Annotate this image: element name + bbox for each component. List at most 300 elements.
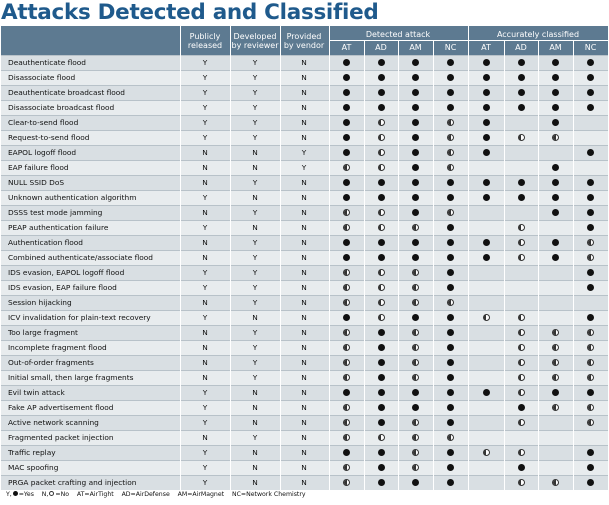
cell-dev: N <box>252 418 258 427</box>
full-circle-icon <box>412 254 419 261</box>
cell-dev: Y <box>252 343 258 352</box>
cell-dev: Y <box>252 358 258 367</box>
cell-dev: Y <box>252 238 258 247</box>
table-row <box>1 460 608 475</box>
full-circle-icon <box>587 149 594 156</box>
cell-dev: N <box>252 223 258 232</box>
full-circle-icon <box>483 179 490 186</box>
attack-name: Active network scanning <box>8 418 99 427</box>
cell-dev: Y <box>252 58 258 67</box>
half-circle-icon <box>412 434 419 441</box>
half-circle-icon <box>378 134 385 141</box>
full-circle-icon <box>587 389 594 396</box>
cell-prov: N <box>301 208 307 217</box>
legend-full-dot-icon <box>13 491 18 496</box>
half-circle-icon <box>587 404 594 411</box>
full-circle-icon <box>552 254 559 261</box>
column-divider <box>180 26 181 490</box>
cell-prov: N <box>301 73 307 82</box>
legend-at: AT=AirTight <box>76 491 114 498</box>
table-row <box>1 355 608 370</box>
full-circle-icon <box>483 74 490 81</box>
half-circle-icon <box>343 359 350 366</box>
cell-pub: N <box>202 163 208 172</box>
full-circle-icon <box>412 389 419 396</box>
cell-dev: N <box>252 313 258 322</box>
cell-dev: N <box>252 193 258 202</box>
full-circle-icon <box>378 74 385 81</box>
legend <box>6 491 306 498</box>
full-circle-icon <box>552 164 559 171</box>
header-provided-line2: by vendor <box>283 41 325 50</box>
full-circle-icon <box>518 74 525 81</box>
cell-dev: Y <box>252 133 258 142</box>
attack-name: Unknown authentication algorithm <box>8 193 137 202</box>
full-circle-icon <box>378 59 385 66</box>
table-row <box>1 130 608 145</box>
half-circle-icon <box>412 269 419 276</box>
full-circle-icon <box>343 314 350 321</box>
full-circle-icon <box>378 254 385 261</box>
subheader-am-classified: AM <box>549 43 562 52</box>
attacks-table <box>1 26 608 490</box>
half-circle-icon <box>518 374 525 381</box>
cell-dev: N <box>252 448 258 457</box>
full-circle-icon <box>447 389 454 396</box>
attack-name: DSSS test mode jamming <box>8 208 103 217</box>
full-circle-icon <box>447 464 454 471</box>
table-row <box>1 190 608 205</box>
cell-prov: N <box>301 58 307 67</box>
cell-dev: Y <box>252 208 258 217</box>
subheader-at-classified: AT <box>481 43 491 52</box>
full-circle-icon <box>447 359 454 366</box>
attack-name: Disassociate broadcast flood <box>8 103 115 112</box>
cell-prov: N <box>301 463 307 472</box>
subheader-nc-classified: NC <box>584 43 597 52</box>
attack-name: Session hijacking <box>8 298 72 307</box>
cell-pub: Y <box>202 418 208 427</box>
full-circle-icon <box>483 104 490 111</box>
cell-pub: Y <box>202 88 208 97</box>
table-row <box>1 400 608 415</box>
cell-prov: N <box>301 343 307 352</box>
attack-name: Fragmented packet injection <box>8 433 114 442</box>
header-provided-by-vendor <box>280 32 328 50</box>
attack-name: Initial small, then large fragments <box>8 373 134 382</box>
subcolumn-divider <box>433 40 434 490</box>
full-circle-icon <box>412 134 419 141</box>
cell-dev: Y <box>252 178 258 187</box>
cell-pub: Y <box>202 133 208 142</box>
attack-name: NULL SSID DoS <box>8 178 65 187</box>
attack-name: Authentication flood <box>8 238 83 247</box>
half-circle-icon <box>378 269 385 276</box>
cell-dev: Y <box>252 253 258 262</box>
header-publicly-released <box>180 32 230 50</box>
cell-pub: N <box>202 328 208 337</box>
full-circle-icon <box>412 164 419 171</box>
full-circle-icon <box>412 314 419 321</box>
half-circle-icon <box>378 164 385 171</box>
attack-name: PRGA packet crafting and injection <box>8 478 137 487</box>
attack-name: Clear-to-send flood <box>8 118 79 127</box>
half-circle-icon <box>518 389 525 396</box>
full-circle-icon <box>412 404 419 411</box>
table-row <box>1 310 608 325</box>
full-circle-icon <box>447 344 454 351</box>
full-circle-icon <box>343 134 350 141</box>
full-circle-icon <box>587 209 594 216</box>
cell-prov: N <box>301 193 307 202</box>
full-circle-icon <box>552 194 559 201</box>
half-circle-icon <box>587 419 594 426</box>
half-circle-icon <box>412 464 419 471</box>
attack-name: IDS evasion, EAPOL logoff flood <box>8 268 125 277</box>
full-circle-icon <box>587 224 594 231</box>
full-circle-icon <box>343 119 350 126</box>
header-provided-line1: Provided <box>286 32 322 41</box>
cell-pub: Y <box>202 283 208 292</box>
table-row <box>1 340 608 355</box>
full-circle-icon <box>447 89 454 96</box>
column-divider <box>329 26 330 490</box>
half-circle-icon <box>518 314 525 321</box>
half-circle-icon <box>378 119 385 126</box>
half-circle-icon <box>378 314 385 321</box>
full-circle-icon <box>587 104 594 111</box>
full-circle-icon <box>412 479 419 486</box>
half-circle-icon <box>483 314 490 321</box>
half-circle-icon <box>343 164 350 171</box>
cell-prov: Y <box>301 148 307 157</box>
attack-name: MAC spoofing <box>8 463 59 472</box>
cell-pub: Y <box>202 313 208 322</box>
half-circle-icon <box>447 299 454 306</box>
legend-nc: NC=Network Chemistry <box>231 491 306 498</box>
full-circle-icon <box>447 194 454 201</box>
table-row <box>1 265 608 280</box>
half-circle-icon <box>447 119 454 126</box>
cell-prov: Y <box>301 163 307 172</box>
table-row <box>1 115 608 130</box>
table-row <box>1 325 608 340</box>
full-circle-icon <box>378 104 385 111</box>
half-circle-icon <box>343 404 350 411</box>
cell-prov: N <box>301 223 307 232</box>
table-row <box>1 175 608 190</box>
half-circle-icon <box>343 209 350 216</box>
full-circle-icon <box>552 89 559 96</box>
cell-prov: N <box>301 388 307 397</box>
cell-pub: Y <box>202 403 208 412</box>
half-circle-icon <box>412 419 419 426</box>
full-circle-icon <box>412 74 419 81</box>
half-circle-icon <box>587 329 594 336</box>
half-circle-icon <box>343 284 350 291</box>
column-divider <box>280 26 281 490</box>
cell-pub: Y <box>202 463 208 472</box>
cell-pub: N <box>202 238 208 247</box>
table-row <box>1 235 608 250</box>
cell-pub: N <box>202 178 208 187</box>
half-circle-icon <box>518 449 525 456</box>
subheader-ad-classified: AD <box>515 43 527 52</box>
attack-name: PEAP authentication failure <box>8 223 109 232</box>
half-circle-icon <box>552 479 559 486</box>
half-circle-icon <box>552 359 559 366</box>
cell-prov: N <box>301 328 307 337</box>
full-circle-icon <box>343 149 350 156</box>
half-circle-icon <box>343 374 350 381</box>
cell-pub: N <box>202 343 208 352</box>
table-row <box>1 205 608 220</box>
half-circle-icon <box>447 209 454 216</box>
cell-prov: N <box>301 103 307 112</box>
half-circle-icon <box>343 479 350 486</box>
full-circle-icon <box>378 329 385 336</box>
cell-prov: N <box>301 133 307 142</box>
full-circle-icon <box>587 314 594 321</box>
full-circle-icon <box>587 479 594 486</box>
half-circle-icon <box>518 239 525 246</box>
half-circle-icon <box>587 254 594 261</box>
cell-prov: N <box>301 298 307 307</box>
full-circle-icon <box>343 59 350 66</box>
attack-name: IDS evasion, EAP failure flood <box>8 283 117 292</box>
table-row <box>1 85 608 100</box>
full-circle-icon <box>412 194 419 201</box>
half-circle-icon <box>447 149 454 156</box>
header-publicly-line1: Publicly <box>189 32 221 41</box>
cell-pub: Y <box>202 223 208 232</box>
full-circle-icon <box>378 344 385 351</box>
cell-dev: N <box>252 148 258 157</box>
cell-dev: Y <box>252 268 258 277</box>
legend-no: =No <box>55 491 70 498</box>
full-circle-icon <box>378 479 385 486</box>
cell-pub: N <box>202 298 208 307</box>
full-circle-icon <box>447 59 454 66</box>
cell-dev: Y <box>252 373 258 382</box>
cell-pub: Y <box>202 268 208 277</box>
cell-dev: N <box>252 163 258 172</box>
cell-dev: Y <box>252 283 258 292</box>
half-circle-icon <box>378 149 385 156</box>
half-circle-icon <box>343 434 350 441</box>
table-row <box>1 55 608 70</box>
half-circle-icon <box>343 329 350 336</box>
half-circle-icon <box>378 299 385 306</box>
half-circle-icon <box>518 359 525 366</box>
table-row <box>1 295 608 310</box>
half-circle-icon <box>587 239 594 246</box>
full-circle-icon <box>587 464 594 471</box>
full-circle-icon <box>447 329 454 336</box>
full-circle-icon <box>412 179 419 186</box>
full-circle-icon <box>447 404 454 411</box>
cell-prov: N <box>301 478 307 487</box>
full-circle-icon <box>483 149 490 156</box>
full-circle-icon <box>447 179 454 186</box>
half-circle-icon <box>412 299 419 306</box>
attack-name: ICV invalidation for plain-text recovery <box>8 313 151 322</box>
half-circle-icon <box>552 344 559 351</box>
table-row <box>1 475 608 490</box>
cell-pub: N <box>202 433 208 442</box>
full-circle-icon <box>447 269 454 276</box>
full-circle-icon <box>552 59 559 66</box>
full-circle-icon <box>343 104 350 111</box>
table-row <box>1 415 608 430</box>
subcolumn-divider <box>538 40 539 490</box>
full-circle-icon <box>447 449 454 456</box>
half-circle-icon <box>412 449 419 456</box>
full-circle-icon <box>447 104 454 111</box>
attack-name: Deauthenticate broadcast flood <box>8 88 125 97</box>
cell-prov: N <box>301 448 307 457</box>
cell-prov: N <box>301 238 307 247</box>
full-circle-icon <box>447 419 454 426</box>
full-circle-icon <box>518 464 525 471</box>
full-circle-icon <box>552 389 559 396</box>
cell-pub: Y <box>202 73 208 82</box>
full-circle-icon <box>447 314 454 321</box>
full-circle-icon <box>343 179 350 186</box>
legend-am: AM=AirMagnet <box>177 491 225 498</box>
attack-name: Combined authenticate/associate flood <box>8 253 153 262</box>
cell-pub: Y <box>202 118 208 127</box>
full-circle-icon <box>447 224 454 231</box>
cell-prov: N <box>301 403 307 412</box>
full-circle-icon <box>518 104 525 111</box>
full-circle-icon <box>412 104 419 111</box>
half-circle-icon <box>412 284 419 291</box>
full-circle-icon <box>483 134 490 141</box>
half-circle-icon <box>483 449 490 456</box>
full-circle-icon <box>378 419 385 426</box>
cell-pub: N <box>202 253 208 262</box>
half-circle-icon <box>518 329 525 336</box>
full-circle-icon <box>587 59 594 66</box>
table-row <box>1 370 608 385</box>
header-developed-line2: by reviewer <box>231 41 279 50</box>
half-circle-icon <box>343 299 350 306</box>
legend-yes: =Yes <box>18 491 34 498</box>
half-circle-icon <box>518 419 525 426</box>
subheader-ad-detected: AD <box>375 43 387 52</box>
full-circle-icon <box>412 89 419 96</box>
attack-name: Request-to-send flood <box>8 133 90 142</box>
full-circle-icon <box>483 59 490 66</box>
cell-dev: Y <box>252 88 258 97</box>
half-circle-icon <box>447 434 454 441</box>
half-circle-icon <box>378 224 385 231</box>
half-circle-icon <box>447 164 454 171</box>
full-circle-icon <box>518 179 525 186</box>
cell-dev: Y <box>252 73 258 82</box>
full-circle-icon <box>343 239 350 246</box>
half-circle-icon <box>552 404 559 411</box>
full-circle-icon <box>518 59 525 66</box>
table-row <box>1 160 608 175</box>
full-circle-icon <box>447 284 454 291</box>
full-circle-icon <box>378 89 385 96</box>
table-row <box>1 220 608 235</box>
table-row <box>1 385 608 400</box>
cell-prov: N <box>301 373 307 382</box>
full-circle-icon <box>552 119 559 126</box>
page-title: Attacks Detected and Classified <box>1 0 379 25</box>
legend-n: N, <box>41 491 49 498</box>
attack-name: EAPOL logoff flood <box>8 148 77 157</box>
subcolumn-divider <box>364 40 365 490</box>
half-circle-icon <box>552 134 559 141</box>
table-row <box>1 445 608 460</box>
header-publicly-line2: released <box>187 41 223 50</box>
half-circle-icon <box>343 224 350 231</box>
header-developed-by-reviewer <box>230 32 280 50</box>
full-circle-icon <box>518 404 525 411</box>
subheader-at-detected: AT <box>341 43 352 52</box>
half-circle-icon <box>552 329 559 336</box>
full-circle-icon <box>343 449 350 456</box>
full-circle-icon <box>587 449 594 456</box>
table-row <box>1 100 608 115</box>
cell-pub: Y <box>202 193 208 202</box>
attack-name: Evil twin attack <box>8 388 65 397</box>
half-circle-icon <box>587 374 594 381</box>
attack-name: Fake AP advertisement flood <box>8 403 114 412</box>
full-circle-icon <box>378 404 385 411</box>
full-circle-icon <box>412 239 419 246</box>
header-accurately-classified: Accurately classified <box>496 30 580 39</box>
full-circle-icon <box>518 89 525 96</box>
group-underline <box>329 40 468 41</box>
attack-name: Too large fragment <box>8 328 78 337</box>
full-circle-icon <box>447 479 454 486</box>
attack-name: Traffic replay <box>8 448 56 457</box>
half-circle-icon <box>378 284 385 291</box>
column-divider <box>230 26 231 490</box>
cell-prov: N <box>301 418 307 427</box>
full-circle-icon <box>412 149 419 156</box>
subcolumn-divider <box>398 40 399 490</box>
attack-name: Disassociate flood <box>8 73 76 82</box>
cell-prov: N <box>301 253 307 262</box>
cell-pub: Y <box>202 448 208 457</box>
table-row <box>1 250 608 265</box>
full-circle-icon <box>378 374 385 381</box>
full-circle-icon <box>412 119 419 126</box>
cell-pub: Y <box>202 58 208 67</box>
cell-prov: N <box>301 313 307 322</box>
subheader-nc-detected: NC <box>444 43 457 52</box>
half-circle-icon <box>447 134 454 141</box>
attack-name: EAP failure flood <box>8 163 69 172</box>
full-circle-icon <box>483 89 490 96</box>
half-circle-icon <box>518 344 525 351</box>
cell-pub: N <box>202 373 208 382</box>
cell-prov: N <box>301 178 307 187</box>
table-row <box>1 280 608 295</box>
cell-prov: N <box>301 283 307 292</box>
subcolumn-divider <box>504 40 505 490</box>
full-circle-icon <box>447 74 454 81</box>
full-circle-icon <box>552 74 559 81</box>
full-circle-icon <box>412 209 419 216</box>
full-circle-icon <box>447 254 454 261</box>
